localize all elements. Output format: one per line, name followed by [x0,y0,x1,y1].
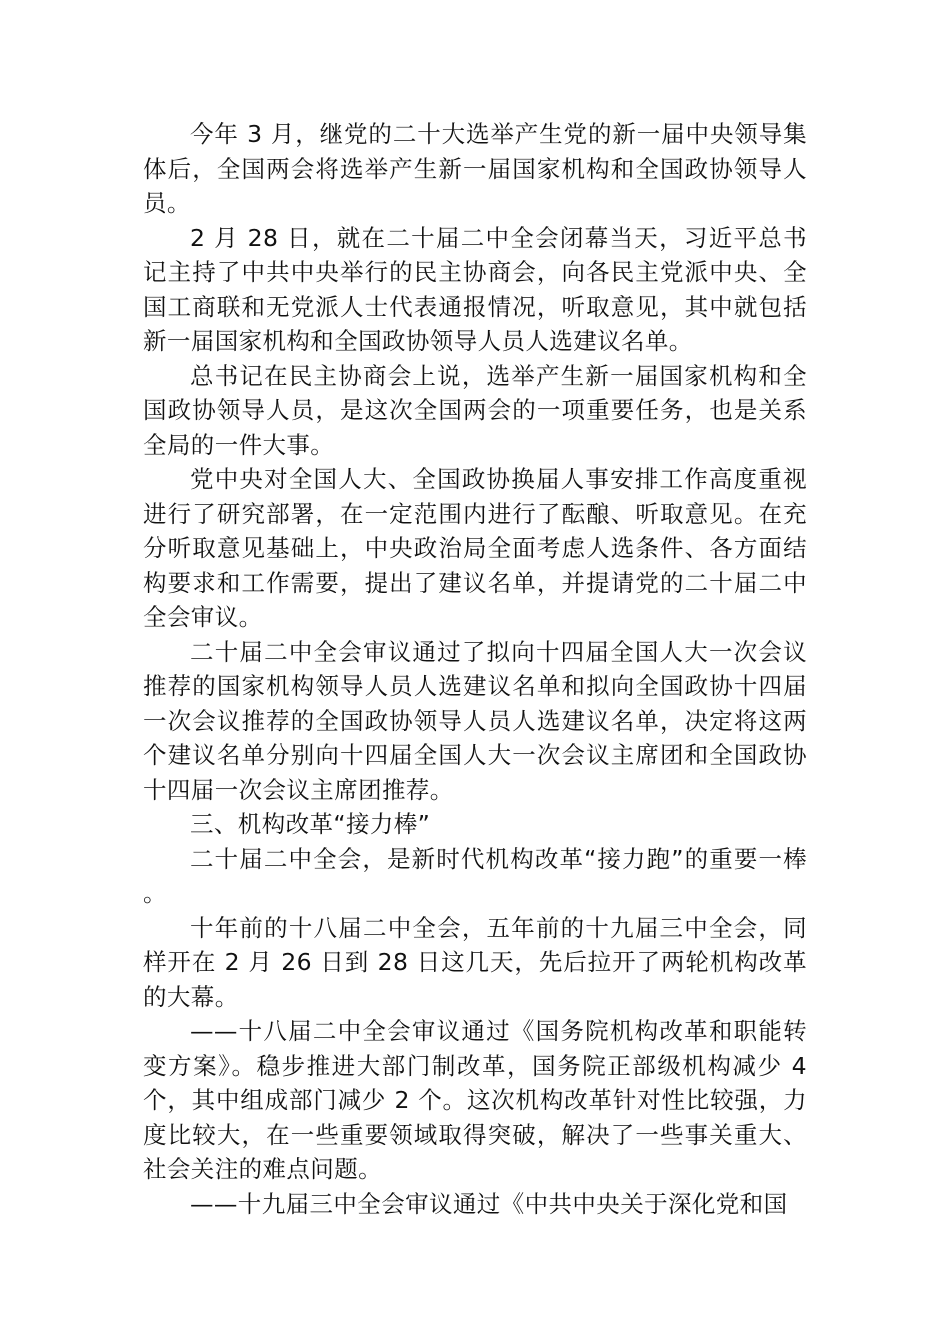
paragraph-plenary-approval: 二十届二中全会审议通过了拟向十四届全国人大一次会议推荐的国家机构领导人员人选建议名单和拟向全国政协十四届一次会议推荐的全国政协领导人员人选建议名单，决定将这两个建议名单分别向十四届全国人大一次会议主席团和全国政协十四届一次会议主席团推荐。 [143,637,807,804]
paragraph-general-secretary-remarks: 总书记在民主协商会上说，选举产生新一届国家机构和全国政协领导人员，是这次全国两会的一项重要任务，也是关系全局的一件大事。 [143,361,807,459]
document-body [143,117,807,1221]
section-heading-institutional-reform: 三、机构改革“接力棒” [190,810,431,838]
paragraph-central-committee-deployment: 党中央对全国人大、全国政协换届人事安排工作高度重视进行了研究部署，在一定范围内进行了酝酿、听取意见。在充分听取意见基础上，中央政治局全面考虑人选条件、各方面结构要求和工作需要，提出了建议名单，并提请党的二十届二中全会审议。 [143,465,807,631]
paragraph-nineteenth-plenary: ——十九届三中全会审议通过《中共中央关于深化党和国 [190,1189,788,1218]
paragraph-eighteenth-plenary: ——十八届二中全会审议通过《国务院机构改革和职能转变方案》。稳步推进大部门制改革，国务院正部级机构减少 4 个，其中组成部门减少 2 个。这次机构改革针对性比较强，力度比较大，在一些重要领域取得突破，解决了一些事关重大、社会关注的难点问题。 [143,1017,807,1183]
paragraph-intro: 今年 3 月，继党的二十大选举产生党的新一届中央领导集体后，全国两会将选举产生新一届国家机构和全国政协领导人员。 [143,120,807,217]
paragraph-ten-years-ago: 十年前的十八届二中全会，五年前的十九届三中全会，同样开在 2 月 26 日到 28 日这几天，先后拉开了两轮机构改革的大幕。 [143,913,807,1011]
paragraph-consultation-meeting: 2 月 28 日，就在二十届二中全会闭幕当天，习近平总书记主持了中共中央举行的民主协商会，向各民主党派中央、全国工商联和无党派人士代表通报情况，听取意见，其中就包括新一届国家机构和全国政协领导人员人选建议名单。 [143,223,807,355]
paragraph-relay-race: 二十届二中全会，是新时代机构改革“接力跑”的重要一棒。 [143,844,807,907]
